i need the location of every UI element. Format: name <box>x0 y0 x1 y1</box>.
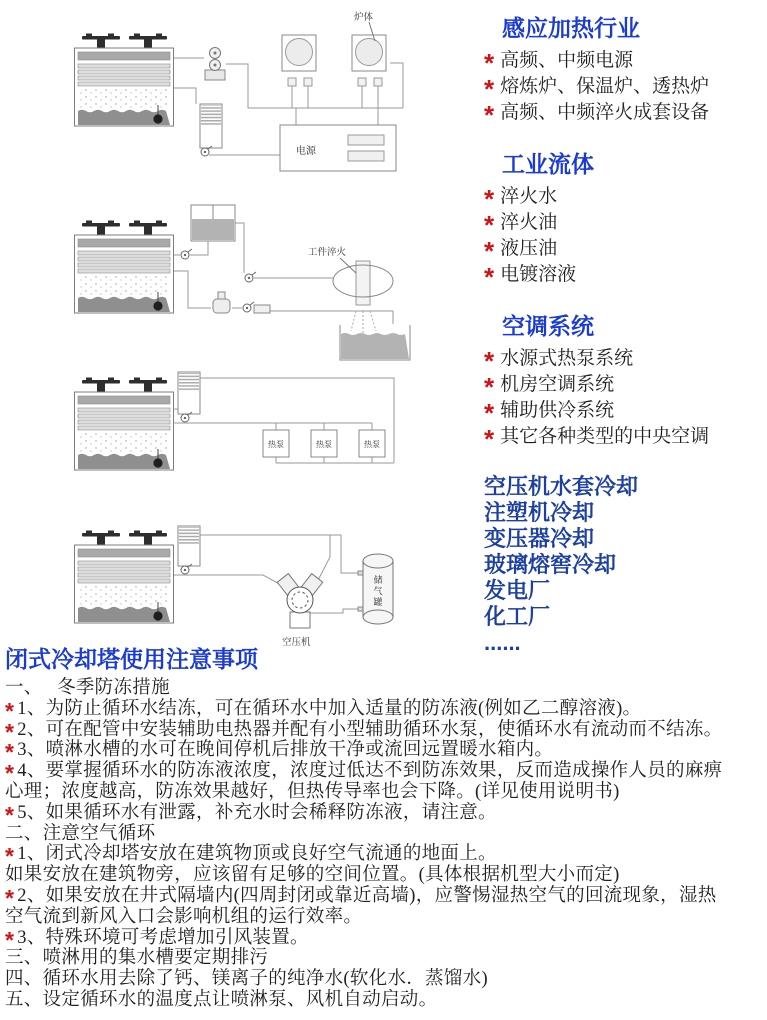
note-line: * 1、为防止循环水结冻，可在循环水中加入适量的防冻液(例如乙二醇溶液)。 <box>5 697 642 724</box>
bold-application-item: 发电厂 <box>484 578 551 603</box>
note-line <box>5 865 765 886</box>
note-line-text: 5、如果循环水有泄露，补充水时会稀释防冻液，请注意。 <box>17 802 497 823</box>
furnace-label: 炉体 <box>354 12 374 23</box>
notes-title: 闭式冷却塔使用注意事项 <box>5 646 258 672</box>
note-line: * 5、如果循环水有泄露，补充水时会稀释防冻液，请注意。 <box>5 801 497 828</box>
application-item: * 液压油 <box>484 236 558 266</box>
bold-application-item: ...... <box>484 630 521 655</box>
heat-pump-unit <box>311 430 337 457</box>
application-item-label: 淬火水 <box>500 186 558 207</box>
application-item-label: 辅助供冷系统 <box>500 400 615 421</box>
note-line-text: 四、循环水用去除了钙、镁离子的纯净水(软化水．蒸馏水) <box>5 969 488 990</box>
pump-icon <box>245 272 256 282</box>
notes-lines <box>5 678 765 1011</box>
application-item-label: 高频、中频淬火成套设备 <box>500 102 710 123</box>
note-line-text: 3、喷淋水槽的水可在晚间停机后排放干净或流回远置暖水箱内。 <box>17 740 554 761</box>
note-line-text: 心理；浓度越高，防冻效果越好，但热传导率也会下降。(详见使用说明书) <box>5 781 620 802</box>
application-item-label: 高频、中频电源 <box>500 50 634 71</box>
application-item-label: 淬火油 <box>500 212 558 233</box>
section-title: 工业流体 <box>502 151 594 177</box>
application-item: * 高频、中频淬火成套设备 <box>484 100 710 130</box>
note-line: * 1、闭式冷却塔安放在建筑物顶或良好空气流通的地面上。 <box>5 843 497 870</box>
bold-application-item: 注塑机冷却 <box>484 500 595 525</box>
section-items <box>484 48 764 130</box>
section-items <box>484 184 764 292</box>
note-line-text: 2、可在配管中安装辅助电热器并配有小型辅助循环水泵，使循环水有流动而不结冻。 <box>17 719 723 740</box>
diagram-air-compressor <box>58 523 420 655</box>
diagram-induction-heating <box>58 8 478 178</box>
note-line-text: 1、闭式冷却塔安放在建筑物顶或良好空气流通的地面上。 <box>17 844 497 865</box>
storage-tank-label: 罐 <box>373 597 383 607</box>
usage-notes-section <box>5 645 765 1011</box>
air-compressor <box>277 574 323 628</box>
bold-application-item: 玻璃熔窖冷却 <box>484 552 617 577</box>
gas-storage-tank <box>358 554 393 624</box>
application-item-label: 熔炼炉、保温炉、透热炉 <box>500 76 710 97</box>
note-line-text: 三、喷淋用的集水槽要定期排污 <box>5 948 269 969</box>
compressor-label: 空压机 <box>282 637 311 648</box>
storage-tank-label: 气 <box>373 586 383 596</box>
valve-assembly <box>213 292 270 313</box>
quench-label: 工件淬火 <box>308 247 347 258</box>
furnace-unit <box>352 35 386 86</box>
note-line-text: 如果安放在建筑物旁，应该留有足够的空间位置。(具体根据机型大小而定) <box>5 865 620 886</box>
application-item: * 其它各种类型的中央空调 <box>484 424 710 454</box>
application-item: * 淬火油 <box>484 210 558 240</box>
collection-tank <box>340 325 410 360</box>
note-line: * 2、可在配管中安装辅助电热器并配有小型辅助循环水泵，使循环水有流动而不结冻。 <box>5 718 723 745</box>
bold-application-item: 化工厂 <box>484 604 551 629</box>
bold-application-item: 变压器冷却 <box>484 526 595 551</box>
note-line-text: 二、注意空气循环 <box>5 823 156 844</box>
application-item-label: 电镀溶液 <box>500 264 577 285</box>
application-item: * 电镀溶液 <box>484 262 577 292</box>
note-line-text: 4、要掌握循环水的防冻液浓度，浓度过低达不到防冻效果，反而造成操作人员的麻痹 <box>17 761 723 782</box>
section-title: 感应加热行业 <box>502 15 640 41</box>
application-section-induction <box>484 14 764 130</box>
note-line-text: 五、设定循环水的温度点让喷淋泵、风机自动启动。 <box>5 989 438 1010</box>
water-tank <box>178 526 200 574</box>
diagram-heat-pumps <box>58 366 420 512</box>
cooling-tower-illustration <box>75 221 174 314</box>
note-line: * 4、要掌握循环水的防冻液浓度，浓度过低达不到防冻效果，反而造成操作人员的麻痹 <box>5 760 723 787</box>
application-item: * 水源式热泵系统 <box>484 346 634 376</box>
note-line-text: 2、如果安放在井式隔墙内(四周封闭或靠近高墙)，应警惕湿热空气的回流现象，湿热 <box>17 885 717 906</box>
application-item-label: 水源式热泵系统 <box>500 348 634 369</box>
note-line <box>5 990 765 1011</box>
pump-assembly <box>205 48 225 81</box>
application-item: * 淬火水 <box>484 184 558 214</box>
power-supply-box <box>280 125 396 171</box>
application-item-label: 液压油 <box>500 238 558 259</box>
pump-icon <box>181 249 192 259</box>
cooling-tower-illustration <box>75 531 174 624</box>
heat-pump-label: 热泵 <box>364 440 380 449</box>
note-line: * 2、如果安放在井式隔墙内(四周封闭或靠近高墙)，应警惕湿热空气的回流现象，湿热 <box>5 884 717 911</box>
bold-application-item: 空压机水套冷却 <box>484 474 639 499</box>
cooling-tower-illustration <box>75 34 174 127</box>
note-line: * 3、特殊环境可考虑增加引风装置。 <box>5 926 309 953</box>
water-tank <box>200 104 222 156</box>
note-line <box>5 969 765 990</box>
application-section-hvac <box>484 312 764 454</box>
cooling-tower-illustration <box>75 378 174 471</box>
quench-rig <box>333 258 393 333</box>
applications-bold-list <box>484 474 764 656</box>
note-line: * 3、喷淋水槽的水可在晚间停机后排放干净或流回远置暖水箱内。 <box>5 739 554 766</box>
note-line <box>5 824 765 845</box>
application-item-label: 其它各种类型的中央空调 <box>500 426 710 447</box>
note-line-text: 一、 冬季防冻措施 <box>5 678 170 698</box>
note-line-text: 3、特殊环境可考虑增加引风装置。 <box>17 927 309 948</box>
note-line <box>5 907 765 928</box>
application-item: * 高频、中频电源 <box>484 48 634 78</box>
application-item-label: 机房空调系统 <box>500 374 615 395</box>
note-line-text: 1、为防止循环水结冻，可在循环水中加入适量的防冻液(例如乙二醇溶液)。 <box>17 698 642 719</box>
heat-pump-label: 热泵 <box>316 440 332 449</box>
furnace-unit <box>282 35 316 86</box>
note-line <box>5 678 765 699</box>
applications-column <box>484 14 764 656</box>
section-title: 空调系统 <box>502 313 594 339</box>
storage-tank-label: 储 <box>373 575 383 585</box>
application-section-industrial-fluids <box>484 150 764 292</box>
divided-water-tank <box>191 205 235 241</box>
note-line-text: 空气流到新风入口会影响机组的运行效率。 <box>5 906 363 927</box>
power-label: 电源 <box>296 146 316 157</box>
section-items <box>484 346 764 454</box>
water-tank <box>178 372 200 422</box>
heat-pump-label: 热泵 <box>268 440 284 449</box>
note-line <box>5 782 765 803</box>
application-item: * 熔炼炉、保温炉、透热炉 <box>484 74 710 104</box>
application-item: * 机房空调系统 <box>484 372 615 402</box>
diagram-quenching <box>58 193 420 370</box>
heat-pump-unit <box>263 430 289 457</box>
note-line <box>5 948 765 969</box>
application-item: * 辅助供冷系统 <box>484 398 615 428</box>
heat-pump-unit <box>359 430 385 457</box>
